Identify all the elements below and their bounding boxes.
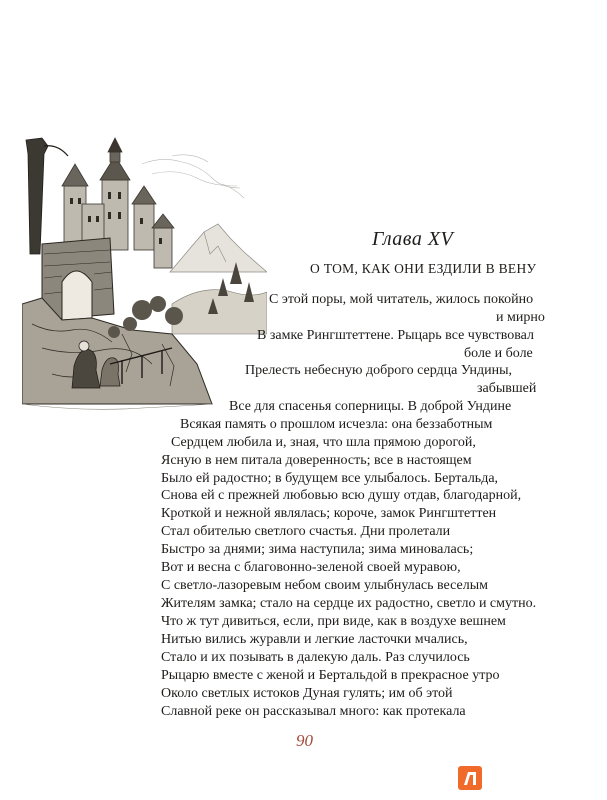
chapter-subtitle: О ТОМ, КАК ОНИ ЕЗДИЛИ В ВЕНУ <box>310 261 537 276</box>
poem-line: Прелесть небесную доброго сердца Ундины, <box>245 363 513 378</box>
page-number: 90 <box>296 731 313 750</box>
poem-line: С этой поры, мой читатель, жилось покойно <box>269 292 534 307</box>
poem-line: Всякая память о прошлом исчезла: она беззаботным <box>180 417 493 432</box>
poem-line: Рыцарю вместе с женой и Бертальдой в прекрасное утро <box>161 668 500 683</box>
poem-line: Жителям замка; стало на сердце их радостно, светло и смутно. <box>161 596 537 611</box>
poem-line: Сердцем любила и, зная, что шла прямою дорогой, <box>171 435 476 450</box>
poem-line: Было ей радостно; в будущем все улыбалось. Бертальда, <box>161 471 499 486</box>
poem-line: Вот и весна с благовонно-зеленой своей муравою, <box>161 560 461 575</box>
chapter-title: Глава XV <box>372 228 454 250</box>
poem-line: Что ж тут дивиться, если, при виде, как в воздухе вешнем <box>161 614 506 629</box>
poem-line: Стал обителью светлого счастья. Дни пролетали <box>161 524 451 539</box>
poem-line: и мирно <box>496 310 545 325</box>
castle-illustration <box>22 134 267 424</box>
poem-line: В замке Рингштеттене. Рыцарь все чувствовал <box>257 328 534 343</box>
poem-line: боле и боле <box>464 346 533 361</box>
poem-line: забывшей <box>477 381 537 396</box>
poem-line: Около светлых истоков Дуная гулять; им об этой <box>161 686 453 701</box>
poem-line: С светло-лазоревым небом своим улыбнулась веселым <box>161 578 488 593</box>
poem-line: Нитью вились журавли и легкие ласточки мчались, <box>161 632 468 647</box>
poem-line: Снова ей с прежней любовью всю душу отдав, благодарной, <box>161 488 522 503</box>
litres-logo-icon <box>458 766 482 790</box>
poem-line: Все для спасенья соперницы. В доброй Ундине <box>229 399 512 414</box>
poem-line: Быстро за днями; зима наступила; зима миновалась; <box>161 542 474 557</box>
poem-line: Ясную в нем питала доверенность; все в настоящем <box>161 453 472 468</box>
poem-line: Славной реке он рассказывал много: как протекала <box>161 704 466 719</box>
poem-line: Стало и их позывать в далекую даль. Раз случилось <box>161 650 470 665</box>
poem-line: Кроткой и нежной являлась; короче, замок Рингштеттен <box>161 506 497 521</box>
